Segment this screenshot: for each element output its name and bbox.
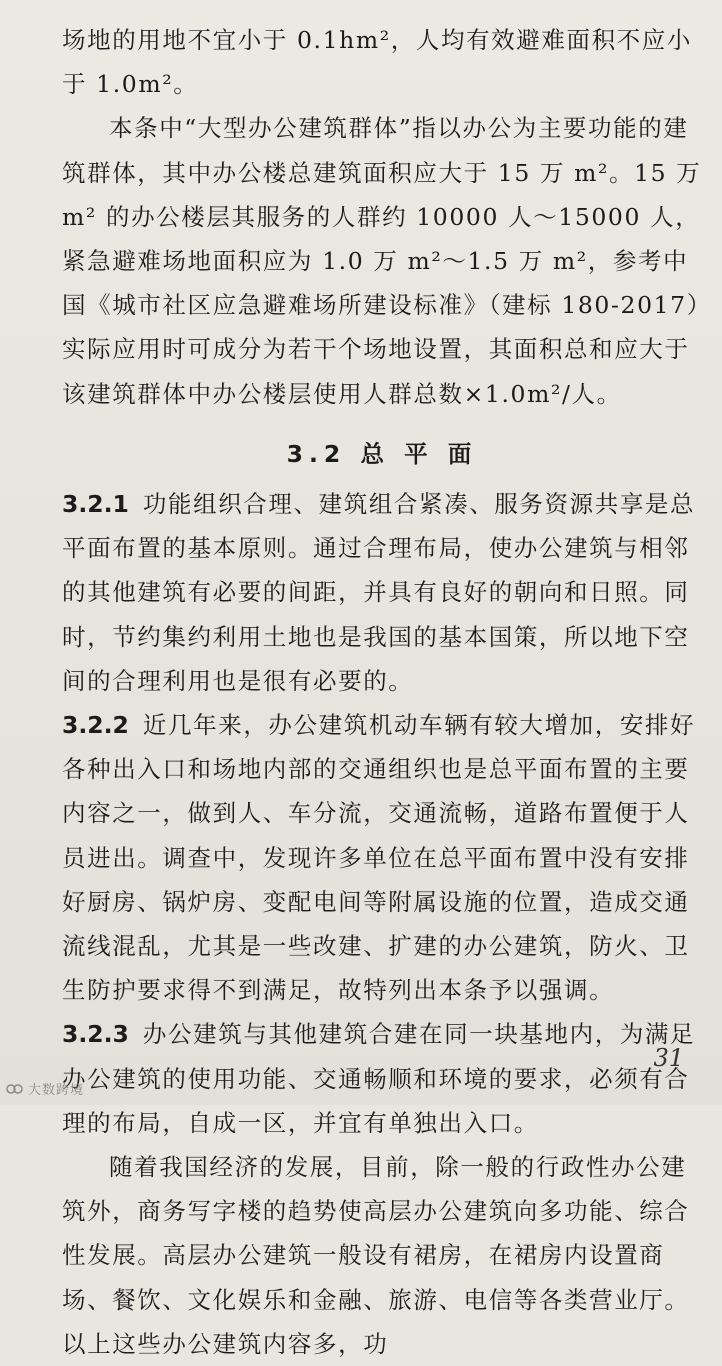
clause-3-2-2 xyxy=(62,703,702,1012)
watermark-text: 大数跨境 xyxy=(28,1083,85,1098)
clause-3-2-3 xyxy=(62,1012,702,1145)
clause-text: 功能组织合理、建筑组合紧凑、服务资源共享是总平面布置的基本原则。通过合理布局，使办公建筑与相邻的其他建筑有必要的间距，并具有良好的朝向和日照。同时，节约集约利用土地也是我国的基本国策，所以地下空间的合理利用也是很有必要的。 xyxy=(62,490,696,695)
page-body xyxy=(62,18,702,1366)
paragraph-closing: 随着我国经济的发展，目前，除一般的行政性办公建筑外，商务写字楼的趋势使高层办公建筑向多功能、综合性发展。高层办公建筑一般设有裙房，在裙房内设置商场、餐饮、文化娱乐和金融、旅游、电信等各类营业厅。以上这些办公建筑内容多，功 xyxy=(62,1153,690,1358)
clause-text: 办公建筑与其他建筑合建在同一块基地内，为满足办公建筑的使用功能、交通畅顺和环境的要求，必须有合理的布局，自成一区，并宜有单独出入口。 xyxy=(62,1020,696,1137)
watermark-logo-icon xyxy=(6,1082,24,1096)
paragraph-large-office-group: 本条中“大型办公建筑群体”指以办公为主要功能的建筑群体，其中办公楼总建筑面积应大于 15 万 m²。15 万 m² 的办公楼层其服务的人群约 10000 人～15000 人，紧急避难场地面积应为 1.0 万 m²～1.5 万 m²，参考中国《城市社区应急避难场所建设标准》（建标 180-2017）实际应用时可成分为若干个场地设置，其面积总和应大于该建筑群体中办公楼层使用人群总数×1.0m²/人。 xyxy=(62,114,702,408)
clause-number: 3.2.2 xyxy=(62,711,129,740)
clause-number: 3.2.1 xyxy=(62,490,129,519)
watermark xyxy=(6,1079,84,1098)
section-heading: 3.2 总 平 面 xyxy=(286,439,478,468)
clause-text: 近几年来，办公建筑机动车辆有较大增加，安排好各种出入口和场地内部的交通组织也是总平面布置的主要内容之一，做到人、车分流，交通流畅，道路布置便于人员进出。调查中，发现许多单位在总平面布置中没有安排好厨房、锅炉房、变配电间等附属设施的位置，造成交通流线混乱，尤其是一些改建、扩建的办公建筑，防火、卫生防护要求得不到满足，故特列出本条予以强调。 xyxy=(62,711,696,1005)
clause-number: 3.2.3 xyxy=(62,1020,129,1049)
page-number: 31 xyxy=(653,1044,684,1072)
clause-3-2-1 xyxy=(62,482,702,703)
paragraph-continuation: 场地的用地不宜小于 0.1hm²，人均有效避难面积不应小于 1.0m²。 xyxy=(62,26,692,99)
